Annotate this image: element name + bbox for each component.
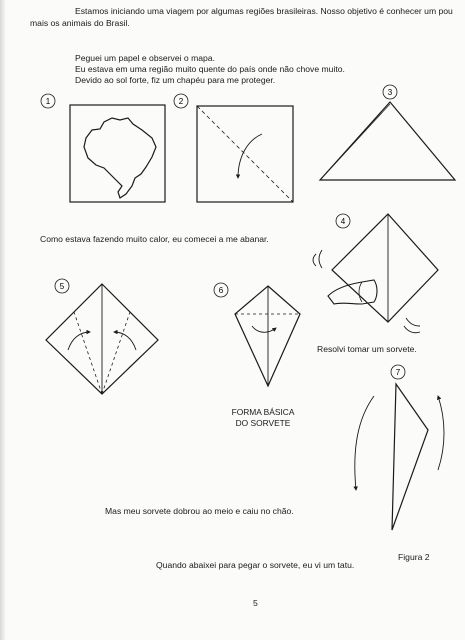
- hand-icon: [328, 280, 377, 304]
- step-number-4: 4: [340, 217, 346, 226]
- story-line-1: Peguei um papel e observei o mapa.: [75, 53, 215, 63]
- step-number-6: 6: [218, 286, 224, 295]
- fold-left-arrow-icon: [68, 332, 90, 350]
- step-2-square-diagonal-fold: [174, 94, 293, 202]
- step-number-1: 1: [45, 97, 51, 106]
- fold-down-arrow-icon: [252, 326, 276, 332]
- intro-line-2: mais os animais do Brasil.: [30, 18, 130, 28]
- caption-icecream: Resolvi tomar um sorvete.: [317, 344, 417, 354]
- step-5-square-with-folds: [46, 279, 158, 394]
- page-number: 5: [253, 598, 258, 608]
- step-6-kite-base: [214, 283, 300, 386]
- story-line-3: Devido ao sol forte, fiz um chapéu para me proteger.: [75, 75, 276, 85]
- step-1-square-with-brazil-map: [41, 94, 165, 202]
- step-number-2: 2: [178, 97, 184, 106]
- step-number-3: 3: [387, 88, 393, 97]
- caption-fell: Mas meu sorvete dobrou ao meio e caiu no chão.: [105, 506, 294, 516]
- step-3-triangle: [320, 85, 455, 180]
- caption-basic-form-1: FORMA BÁSICA: [231, 407, 295, 417]
- motion-lines-icon: [313, 250, 322, 268]
- step-number-5: 5: [59, 282, 65, 291]
- fold-right-arrow-icon: [114, 332, 136, 350]
- falling-left-arrow-icon: [355, 396, 374, 490]
- step-7-ice-cream-folded: [355, 365, 444, 530]
- caption-armadillo: Quando abaixei para pegar o sorvete, eu vi um tatu.: [156, 560, 355, 570]
- step-number-7: 7: [395, 368, 401, 377]
- caption-heat: Como estava fazendo muito calor, eu comecei a me abanar.: [40, 234, 269, 244]
- intro-line-1: Estamos iniciando uma viagem por algumas regiões brasileiras. Nosso objetivo é conhecer um pou: [75, 6, 453, 16]
- fold-arrow-icon: [238, 134, 262, 178]
- step-4-fanning-with-paper: [313, 214, 438, 333]
- falling-right-arrow-icon: [438, 396, 444, 470]
- caption-basic-form-2: DO SORVETE: [235, 418, 291, 428]
- story-line-2: Eu estava em uma região muito quente do país onde não chove muito.: [75, 64, 345, 74]
- figure-label: Figura 2: [398, 552, 430, 562]
- brazil-map-icon: [84, 118, 156, 198]
